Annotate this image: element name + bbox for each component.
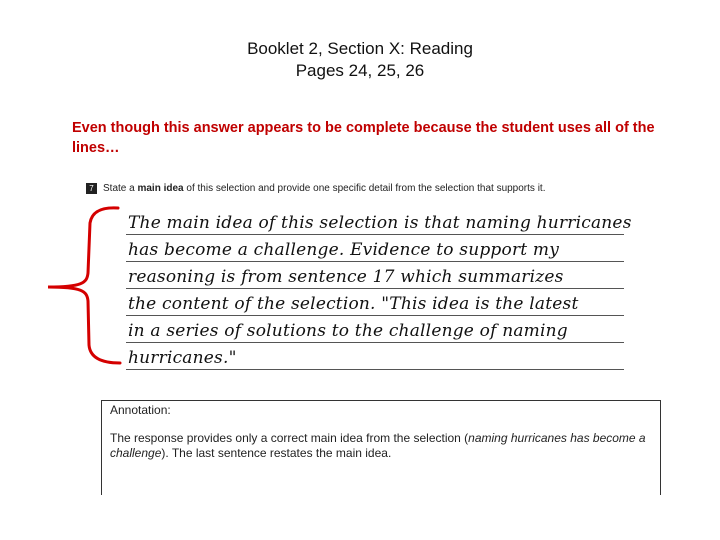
prompt-text-bold: main idea xyxy=(137,183,184,195)
annotation-body-italic: naming hurricanes has become a challenge xyxy=(110,431,646,460)
response-line xyxy=(126,208,632,235)
annotation-body xyxy=(110,431,650,461)
annotation-box xyxy=(101,400,661,495)
student-response xyxy=(126,208,632,370)
response-line-text: in a series of solutions to the challenge of naming xyxy=(128,321,568,341)
annotation-heading: Annotation: xyxy=(110,403,171,417)
title-line-1: Booklet 2, Section X: Reading xyxy=(247,39,473,58)
response-line xyxy=(126,343,624,370)
annotation-body-part1: The response provides only a correct main idea from the selection ( xyxy=(110,431,469,445)
response-line-text: the content of the selection. "This idea is the latest xyxy=(128,294,579,314)
prompt-text-part2: of this selection and provide one specific detail from the selection that supports it. xyxy=(183,183,546,195)
response-line-text: The main idea of this selection is that naming hurricanes xyxy=(128,213,632,233)
page-title xyxy=(0,38,720,82)
annotation-body-part2: ). The last sentence restates the main idea. xyxy=(161,446,392,460)
title-line-2: Pages 24, 25, 26 xyxy=(295,61,425,80)
response-line xyxy=(126,289,624,316)
response-line xyxy=(126,316,624,343)
response-line-text: hurricanes." xyxy=(128,348,237,368)
response-line-text: has become a challenge. Evidence to support my xyxy=(128,240,560,260)
red-bracket-mark xyxy=(44,205,124,367)
question-number: 7 xyxy=(86,183,97,194)
prompt-text-part1: State a xyxy=(103,183,138,195)
response-line-text: reasoning is from sentence 17 which summarizes xyxy=(128,267,564,287)
response-line xyxy=(126,262,624,289)
response-line xyxy=(126,235,624,262)
intro-statement: Even though this answer appears to be complete because the student uses all of the lines… xyxy=(72,120,655,156)
question-prompt xyxy=(86,183,646,194)
